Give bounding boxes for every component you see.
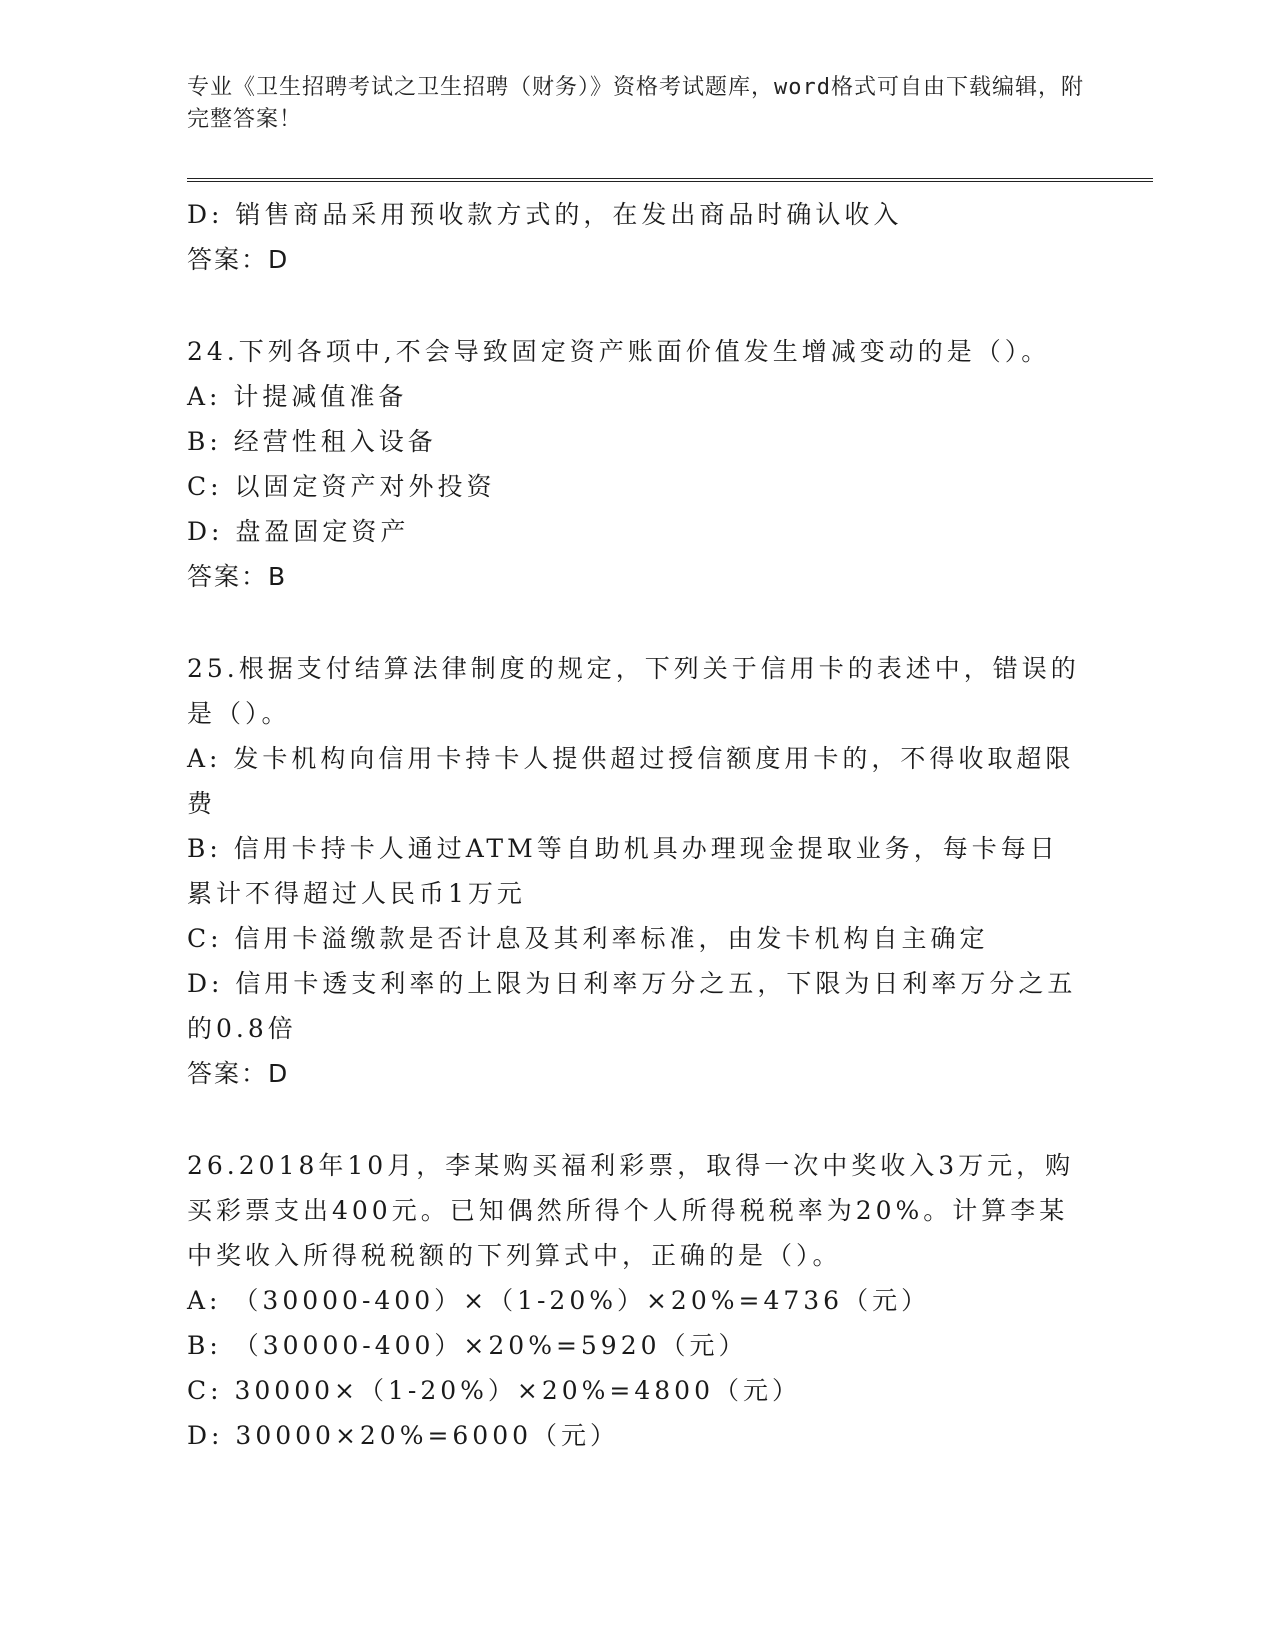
answer: 答案：D xyxy=(187,1059,290,1088)
header-divider xyxy=(187,178,1153,182)
option-b: B: 信用卡持卡人通过ATM等自助机具办理现金提取业务，每卡每日累计不得超过人民币1万元 xyxy=(187,834,1059,908)
option-a: A: （30000-400）×（1-20%）×20%=4736（元） xyxy=(187,1286,931,1315)
spacer xyxy=(187,282,1087,329)
question-text: 25.根据支付结算法律制度的规定，下列关于信用卡的表述中，错误的是（）。 xyxy=(187,654,1080,728)
option-a: A: 发卡机构向信用卡持卡人提供超过授信额度用卡的，不得收取超限费 xyxy=(187,744,1075,818)
question-26 xyxy=(187,1143,1087,1458)
option-c: C: 信用卡溢缴款是否计息及其利率标准，由发卡机构自主确定 xyxy=(187,924,989,953)
spacer xyxy=(187,599,1087,646)
spacer xyxy=(187,1096,1087,1143)
question-content xyxy=(187,192,1087,1458)
option-c: C: 30000×（1-20%）×20%=4800（元） xyxy=(187,1376,801,1405)
option-a: A: 计提减值准备 xyxy=(187,382,408,411)
option-d: D: 信用卡透支利率的上限为日利率万分之五，下限为日利率万分之五的0.8倍 xyxy=(187,969,1077,1043)
answer: 答案：B xyxy=(187,562,288,591)
question-text: 24.下列各项中,不会导致固定资产账面价值发生增减变动的是（）。 xyxy=(187,337,1051,366)
option-b: B: 经营性租入设备 xyxy=(187,427,437,456)
previous-question-tail xyxy=(187,192,1087,282)
answer: 答案：D xyxy=(187,245,290,274)
option-d: D: 销售商品采用预收款方式的，在发出商品时确认收入 xyxy=(187,200,903,229)
option-c: C: 以固定资产对外投资 xyxy=(187,472,496,501)
option-d: D: 盘盈固定资产 xyxy=(187,517,410,546)
question-24 xyxy=(187,329,1087,599)
question-text: 26.2018年10月，李某购买福利彩票，取得一次中奖收入3万元，购买彩票支出400元。已知偶然所得个人所得税税率为20%。计算李某中奖收入所得税税额的下列算式中，正确的是（）。 xyxy=(187,1151,1075,1270)
question-25 xyxy=(187,646,1087,1096)
document-header: 专业《卫生招聘考试之卫生招聘（财务）》资格考试题库，word格式可自由下载编辑，附完整答案！ xyxy=(187,75,1084,132)
option-b: B: （30000-400）×20%=5920（元） xyxy=(187,1331,748,1360)
option-d: D: 30000×20%=6000（元） xyxy=(187,1421,620,1450)
